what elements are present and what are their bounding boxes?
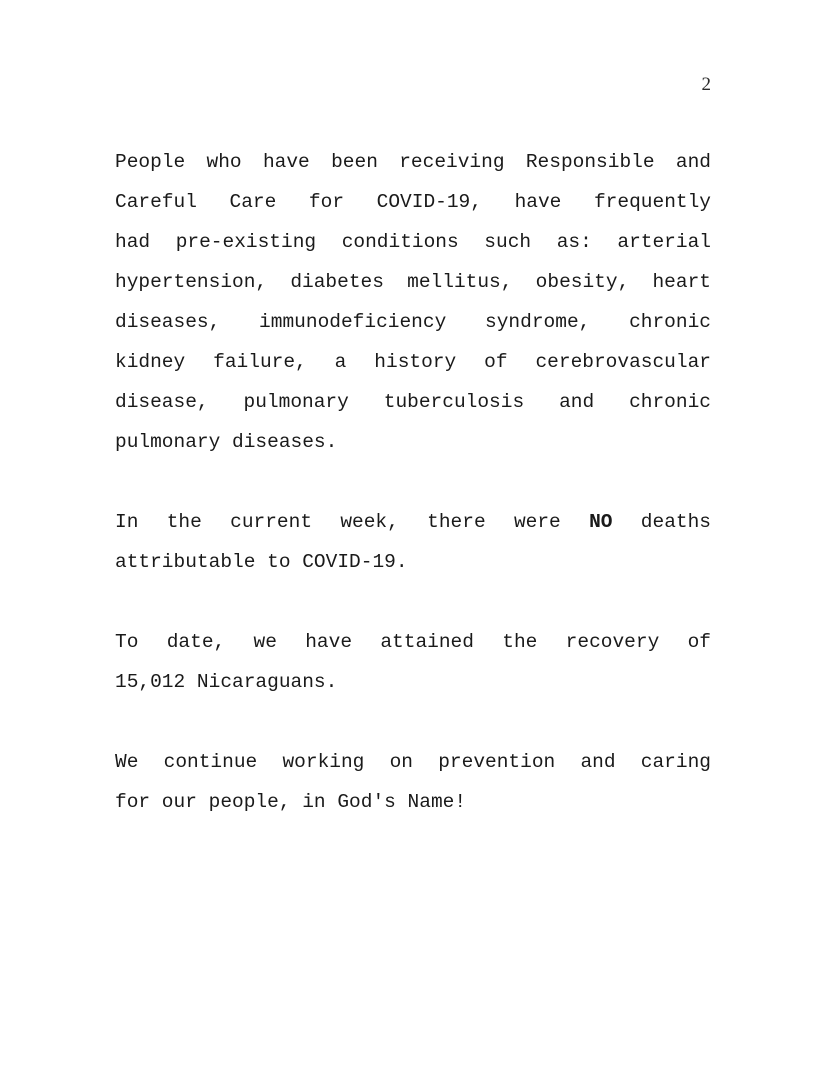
text-line: 15,012 Nicaraguans. bbox=[115, 671, 338, 693]
text-line: diseases, immunodeficiency syndrome, chronic bbox=[115, 311, 711, 333]
text-line: Careful Care for COVID-19, have frequently bbox=[115, 191, 711, 213]
paragraph-recovery-count bbox=[115, 622, 711, 702]
text-line: pulmonary diseases. bbox=[115, 431, 338, 453]
text-line: disease, pulmonary tuberculosis and chronic bbox=[115, 391, 711, 413]
text-line: kidney failure, a history of cerebrovascular bbox=[115, 351, 711, 373]
paragraph-no-deaths bbox=[115, 502, 711, 582]
text-line: We continue working on prevention and caring bbox=[115, 751, 711, 773]
text-line: To date, we have attained the recovery of bbox=[115, 631, 711, 653]
document-body bbox=[115, 142, 711, 862]
text-segment: In the current week, there were bbox=[115, 511, 590, 533]
text-line: for our people, in God's Name! bbox=[115, 791, 467, 813]
paragraph-preexisting-conditions bbox=[115, 142, 711, 462]
text-line: had pre-existing conditions such as: arterial bbox=[115, 231, 711, 253]
text-line bbox=[115, 502, 711, 542]
page-number: 2 bbox=[701, 74, 711, 95]
paragraph-closing bbox=[115, 742, 711, 822]
text-line: attributable to COVID-19. bbox=[115, 551, 408, 573]
text-segment: deaths bbox=[612, 511, 711, 533]
bold-no-text: NO bbox=[589, 511, 613, 533]
text-line: hypertension, diabetes mellitus, obesity, heart bbox=[115, 271, 711, 293]
text-line: People who have been receiving Responsible and bbox=[115, 151, 711, 173]
